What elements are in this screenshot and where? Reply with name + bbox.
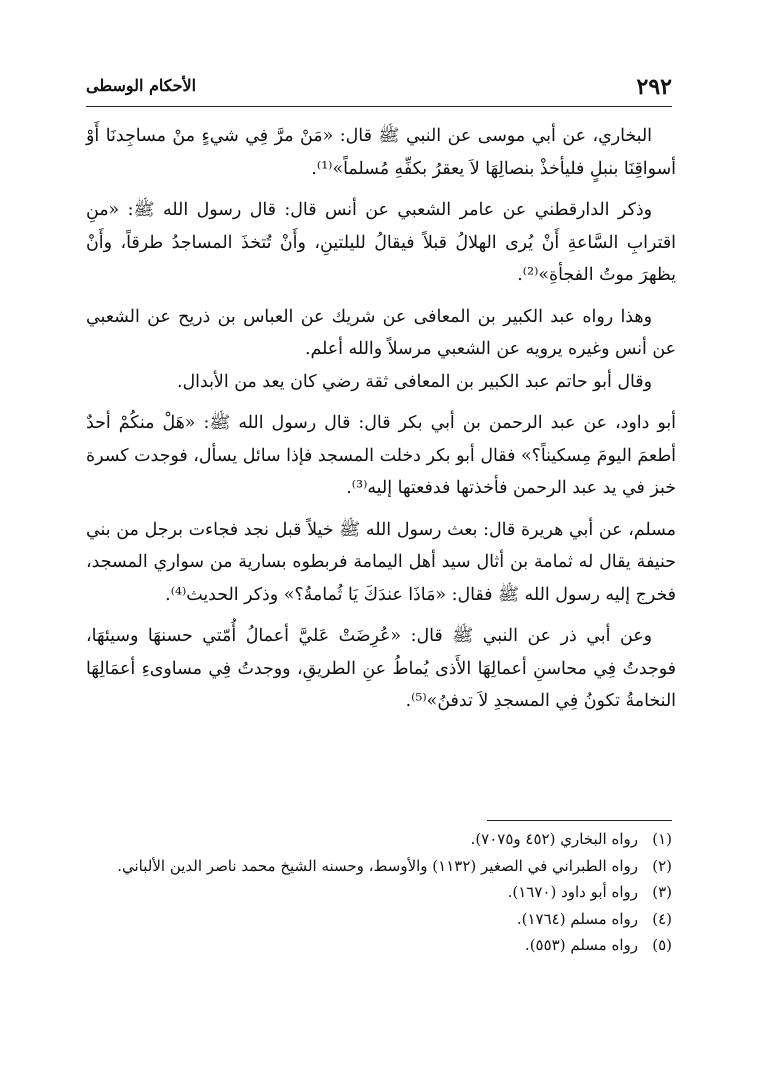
running-title: الأحكام الوسطى: [86, 76, 197, 95]
main-text: [86, 120, 676, 727]
footnote: [86, 932, 672, 959]
footnote-number: (٣): [652, 883, 672, 901]
footnote-text: رواه الطبراني في الصغير (١١٣٢) والأوسط، وحسنه الشيخ محمد ناصر الدين الألباني.: [117, 856, 638, 875]
page-number: ٢٩٢: [636, 74, 672, 100]
paragraph-daraqutni: وذكر الدارقطني عن عامر الشعبي عن أنس قال: قال رسول الله ﷺ: «منِ اقترابِ السَّاعةِ أَنْ يُرى الهلالُ قبلاً فيقالُ لليلتينِ، وأَنْ تُتخذَ المساجدُ طرقاً، وأَنْ يظهرَ موتُ الفجأةِ»⁽²⁾.: [86, 200, 676, 285]
paragraph-abuhatim: وقال أبو حاتم عبد الكبير بن المعافى ثقة رضي كان يعد من الأبدال.: [176, 371, 652, 392]
footnotes: [86, 826, 672, 959]
footnote: [86, 853, 672, 880]
footnote-number: (٢): [652, 856, 672, 875]
footnote-text: رواه البخاري (٤٥٢ و٧٠٧٥).: [470, 830, 638, 848]
footnote: [86, 879, 672, 906]
header-rule: [86, 106, 672, 107]
footnote-rule: [487, 820, 672, 821]
footnote-text: رواه مسلم (١٧٦٤).: [516, 909, 638, 928]
footnote-text: رواه مسلم (٥٥٣).: [524, 936, 638, 954]
footnote: [86, 826, 672, 853]
paragraph-muslim: مسلم، عن أبي هريرة قال: بعث رسول الله ﷺ خيلاً قبل نجد فجاءت برجل من بني حنيفة يقال له ثمامة بن أثال سيد أهل اليمامة فربطوه بسارية من سواري المسجد، فخرج إليه رسول الله ﷺ فقال: «مَاذَا عندَكَ يَا ثُمامةُ؟» وذكر الحديث⁽⁴⁾.: [86, 519, 676, 605]
page-header: [86, 74, 672, 108]
footnote-text: رواه أبو داود (١٦٧٠).: [507, 883, 638, 901]
paragraph-abudawud: أبو داود، عن عبد الرحمن بن أبي بكر قال: قال رسول الله ﷺ: «هَلْ منكُمْ أحدٌ أطعمَ اليومَ مِسكيناً؟» فقال أبو بكر دخلت المسجد فإذا سائل يسأل، فوجدت كسرة خبز في يد عبد الرحمن فأخذتها فدفعتها إليه⁽³⁾.: [86, 413, 676, 498]
paragraph-abdulkabir: وهذا رواه عبد الكبير بن المعافى عن شريك عن العباس بن ذريح عن الشعبي عن أنس وغيره يرويه عن الشعبي مرسلاً والله أعلم.: [86, 306, 676, 359]
paragraph-abudharr: وعن أبي ذر عن النبي ﷺ قال: «عُرِضَتْ عَليَّ أعمالُ أُمّتي حسنهَا وسيئهَا، فوجدتُ فِي محاسنِ أعمالِهَا الأَذى يُماطُ عنِ الطريقِ، ووجدتُ فِي مساوىءِ أعمَالِهَا النخامةُ تكونُ فِي المسجدِ لاَ تدفنُ»⁽⁵⁾.: [86, 626, 676, 711]
footnote-number: (٥): [652, 936, 672, 954]
footnote-number: (٤): [652, 909, 672, 928]
paragraph-bukhari: البخاري، عن أبي موسى عن النبي ﷺ قال: «مَنْ مرَّ فِي شيءٍ منْ مساجِدنَا أَوْ أسواقِنَا بنبلٍ فليأخذْ بنصالِهَا لاَ يعقرُ بكفِّهِ مُسلماً»⁽¹⁾.: [86, 126, 676, 179]
footnote: [86, 906, 672, 933]
footnote-number: (١): [652, 830, 672, 848]
